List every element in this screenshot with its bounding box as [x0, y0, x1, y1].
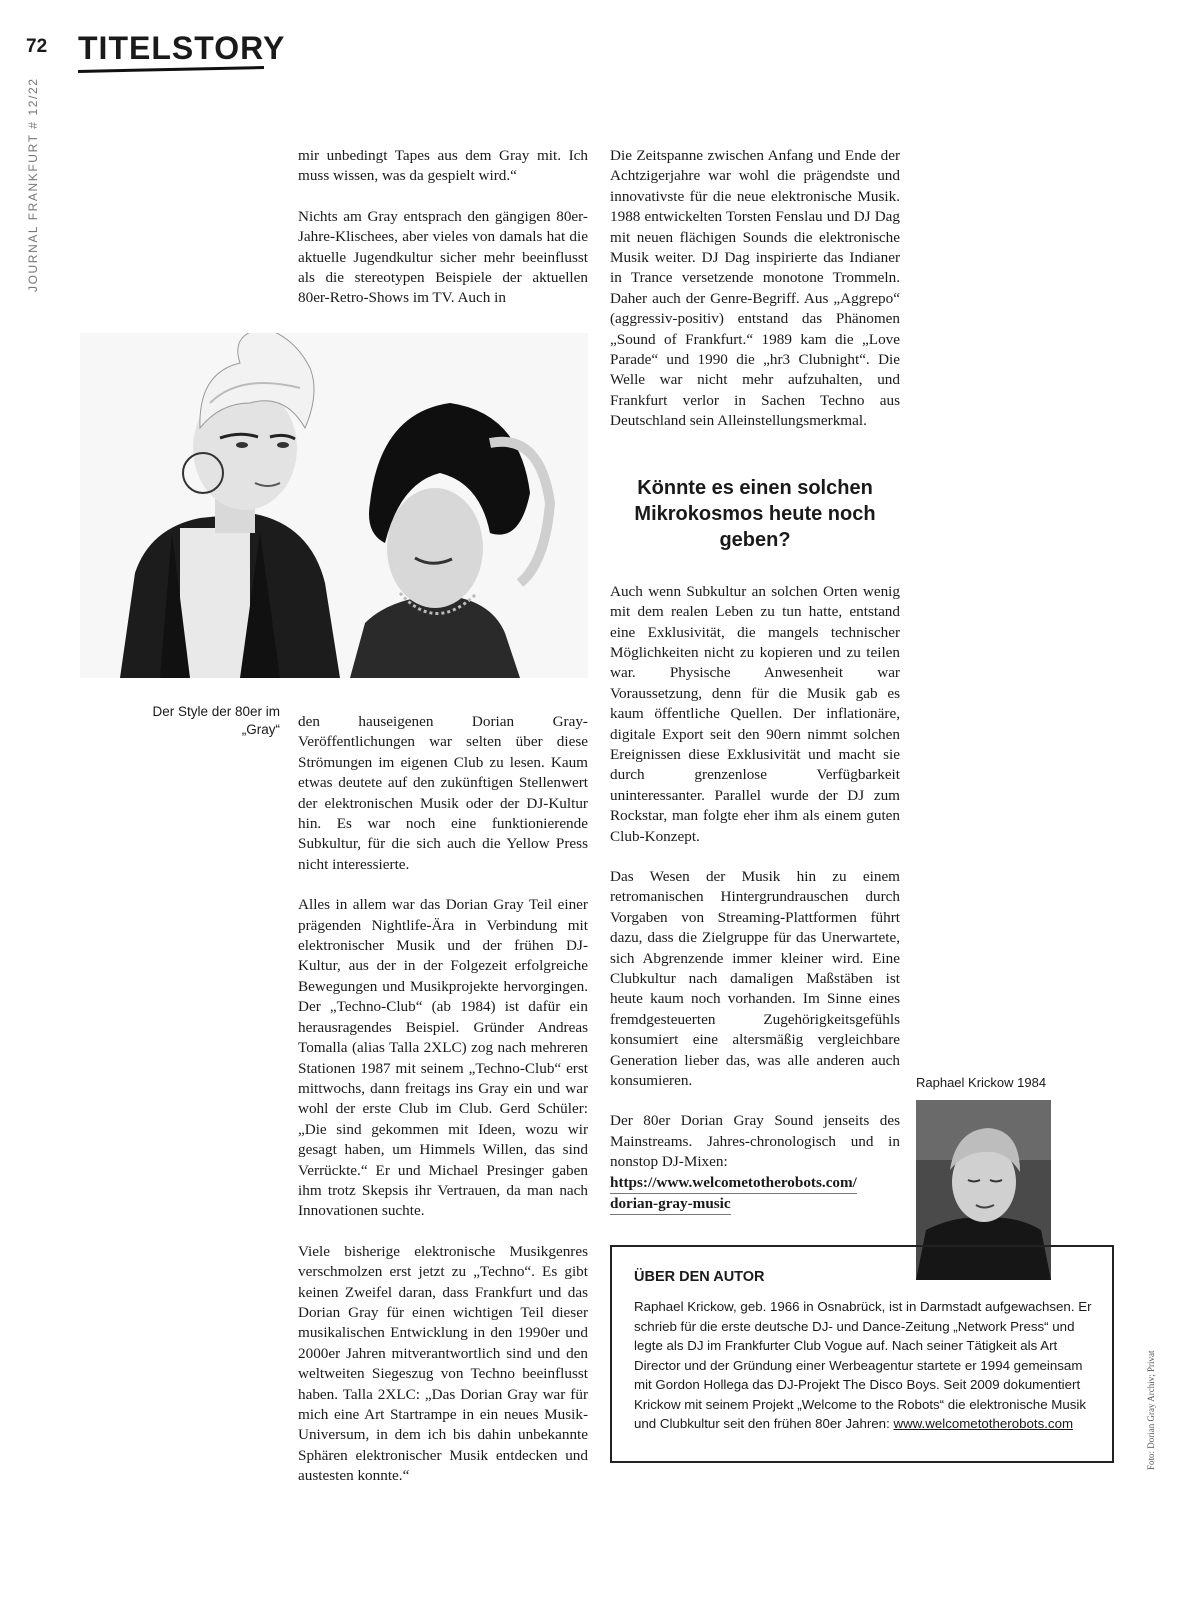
paragraph: Die Zeitspanne zwischen Anfang und Ende der Achtzigerjahre war wohl die prägendste und innovativste für die neue elektronische Musik. 1988 entwickelten Torsten Fenslau und DJ Dag mit neuen flächigen Sounds die elektronische Musik weiter. DJ Dag inspirierte das Indianer in Trance versetzende monotone Trommeln. Daher auch der Genre-Begriff. Aus „Aggrepo“ (aggressiv-positiv) entstand das Phänomen „Sound of Frankfurt.“ 1989 kam die „Love Parade“ und 1990 die „hr3 Clubnight“. Die Welle war nicht mehr aufzuhalten, und Frankfurt verlor in Sachen Techno aus Deutschland sein Alleinstellungsmerkmal.	[610, 147, 900, 430]
article-column-middle-top	[298, 146, 588, 329]
mix-paragraph	[610, 1111, 900, 1215]
paragraph: mir unbedingt Tapes aus dem Gray mit. Ich muss wissen, was da gespielt wird.“	[298, 147, 588, 185]
author-photo-caption: Raphael Krickow 1984	[916, 1075, 1047, 1090]
paragraph: Alles in allem war das Dorian Gray Teil einer prägenden Nightlife-Ära in Verbindung mit elektronischer Musik und der frühen DJ-Kultur, aus der in der Folgezeit erfolgreiche Bewegungen und Musikprojekte hervorgingen. Der „Techno-Club“ (ab 1984) ist dafür ein herausragendes Beispiel. Gründer Andreas Tomalla (alias Talla 2XLC) zog nach mehreren Stationen 1987 mit seinem „Techno-Club“ erst mittwochs, dann freitags ins Gray ein und war wohl der erste Club im Club. Gerd Schüler: „Die sind gekommen mit Ideen, wozu wir gesagt haben, um Himmels Willen, das sind Verrückte.“ Er und Michael Presinger gaben ihm trotz Skepsis ihr Vertrauen, da man nach Innovationen suchte.	[298, 896, 588, 1220]
author-bio-text: Raphael Krickow, geb. 1966 in Osnabrück, ist in Darmstadt aufgewachsen. Er schrieb für die erste deutsche DJ- und Dance-Zeitung „Network Press“ und legte als DJ im Frankfurter Club Vogue auf. Nach seiner Tätigkeit als Art Director und der Gründung einer Werbeagentur startete er 1994 gemeinsam mit Gordon Hollega das DJ-Projekt The Disco Boys. Seit 2009 dokumentiert Krickow mit seinem Projekt „Welcome to the Robots“ die elektronische Musik und Clubkultur seit den frühen 80er Jahren:	[634, 1299, 1092, 1431]
article-column-right	[610, 146, 900, 1215]
paragraph: Nichts am Gray entsprach den gängigen 80er-Jahre-Klischees, aber vieles von damals hat die aktuelle Jugendkultur sicher mehr beeinflusst als die stereotypen Beispiele der aktuellen 80er-Retro-Shows im TV. Auch in	[298, 207, 588, 307]
paragraph: Das Wesen der Musik hin zu einem retromanischen Hintergrundrauschen durch Vorgaben von Streaming-Plattformen führt dazu, dass die Zielgruppe für das Unerwartete, sich Abgrenzende immer kleiner wird. Eine Clubkultur nach damaligen Maßstäben ist heute kaum noch vorhanden. Im Sinne eines fremdgesteuerten Zugehörigkeitsgefühls konsumiert eine altersmäßig vergleichbare Generation lieber das, was alle anderen auch konsumieren.	[610, 867, 900, 1090]
title-underline	[78, 66, 264, 73]
paragraph: Viele bisherige elektronische Musikgenres verschmolzen erst jetzt zu „Techno“. Es gibt keinen Zweifel daran, dass Frankfurt und das Dorian Gray für einen wichtigen Teil dieser musikalischen Entwicklung in den 1990er und 2000er Jahren mitverantwortlich sind und den weltweiten Siegeszug von Techno beeinflusst haben. Talla 2XLC: „Das Dorian Gray war für mich eine Art Startrampe in ein neues Musik-Universum, in dem ich bis dahin unbekannte Sphären elektronischer Musik entdecken und austesten konnte.“	[298, 1242, 588, 1485]
paragraph: Auch wenn Subkultur an solchen Orten wenig mit dem realen Leben zu tun hatte, entstand eine Exklusivität, die mangels technischer Möglichkeiten nicht zu kopieren und zu teilen war. Physische Anwesenheit war Voraussetzung, denn für die Musik gab es kaum öffentliche Quellen. Der inflationäre, digitale Export seit den 90ern nimmt solchen Ereignissen diese Exklusivität und macht sie durch grenzenlose Verfügbarkeit uninteressanter. Parallel wurde der DJ zum Rockstar, man folgte eher ihm als einem guten Club-Konzept.	[610, 582, 900, 845]
author-box-heading: ÜBER DEN AUTOR	[634, 1269, 765, 1285]
section-subheading: Könnte es einen solchen Mikrokosmos heute noch geben?	[634, 477, 876, 551]
author-info-box	[610, 1245, 1114, 1463]
mix-link-continued[interactable]: dorian-gray-music	[610, 1194, 731, 1215]
page-number: 72	[26, 36, 48, 57]
article-photo-80s-style	[80, 333, 588, 678]
section-title: TITELSTORY	[78, 30, 286, 66]
paragraph: den hauseigenen Dorian Gray-Veröffentlichungen war selten über diese Strömungen im eigenen Club zu lesen. Kaum etwas deutete auf den zukünftigen Stellenwert der elektronischen Musik oder der DJ-Kultur hin. Es war noch eine funktionierende Subkultur, für die sich auch die Yellow Press nicht interessierte.	[298, 713, 588, 873]
photo-caption: Der Style der 80er im „Gray“	[152, 704, 280, 737]
magazine-side-label: JOURNAL FRANKFURT # 12/22	[26, 77, 40, 292]
author-website-link[interactable]: www.welcometotherobots.com	[893, 1416, 1074, 1431]
photo-illustration	[80, 333, 588, 678]
mix-link[interactable]: https://www.welcometotherobots.com/	[610, 1173, 857, 1194]
photo-credit: Foto: Dorian Gray Archiv; Privat	[1146, 1350, 1156, 1470]
article-column-middle-bottom	[298, 712, 588, 1507]
author-bio	[634, 1297, 1094, 1434]
mix-text: Der 80er Dorian Gray Sound jenseits des Mainstreams. Jahres-chronologisch und in nonstop DJ-Mixen:	[610, 1112, 900, 1171]
